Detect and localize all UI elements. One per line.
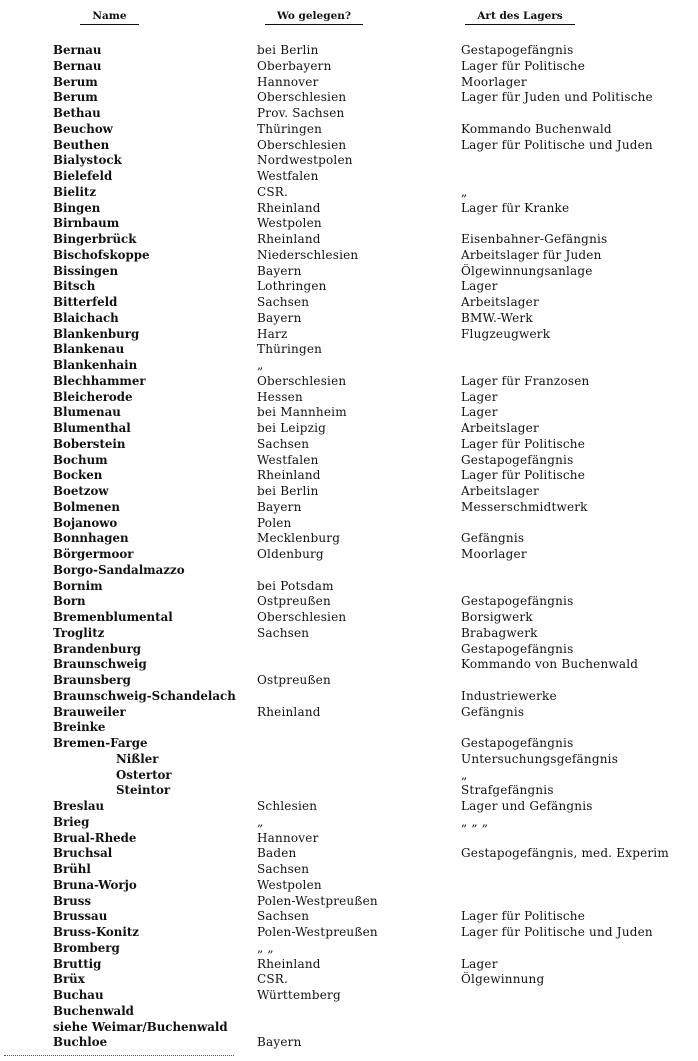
table-row: [0, 1004, 698, 1020]
table-row: [0, 909, 698, 925]
table-row: [0, 248, 698, 264]
camp-name: Troglitz: [53, 625, 105, 640]
camp-type: Lager: [461, 956, 498, 971]
camp-type: Lager für Politische und Juden: [461, 925, 653, 939]
table-row: [0, 799, 698, 815]
camp-name: Bethau: [53, 106, 101, 120]
table-row: [0, 43, 698, 59]
table-row: [0, 579, 698, 595]
camp-location: „: [257, 814, 264, 829]
camp-location: Rheinland: [257, 704, 321, 719]
camp-location: Oberschlesien: [257, 90, 347, 105]
table-row: [0, 279, 698, 295]
table-row: [0, 421, 698, 437]
camp-name: Brüx: [53, 972, 85, 987]
camp-location: Oberschlesien: [257, 373, 347, 388]
camp-name: Bromberg: [53, 940, 120, 955]
camp-location: Rheinland: [257, 468, 321, 483]
table-row: [0, 831, 698, 847]
camp-type: Gefängnis: [461, 704, 525, 719]
camp-name: Beuchow: [53, 121, 113, 136]
camp-name: Bruna-Worjo: [53, 877, 137, 892]
camp-type: Gestapogefängnis, med. Experim: [461, 846, 669, 861]
camp-type: Kommando von Buchenwald: [461, 657, 639, 672]
camp-name: Bornim: [53, 578, 103, 593]
table-row: [0, 894, 698, 910]
table-row: [0, 531, 698, 547]
camp-name: Bolmenen: [53, 499, 120, 514]
camp-name: Bernau: [53, 58, 102, 73]
table-row: [0, 358, 698, 374]
camp-name: Bialystock: [53, 153, 122, 168]
camp-name: Ostertor: [116, 767, 172, 782]
table-row: [0, 720, 698, 736]
camp-location: Baden: [257, 846, 297, 861]
camp-type: Strafgefängnis: [461, 783, 554, 798]
camp-name: Bingen: [53, 200, 101, 215]
camp-location: Hannover: [257, 830, 319, 845]
camp-name: Bochum: [53, 452, 108, 467]
camp-type: Ölgewinnung: [461, 972, 545, 987]
camp-name: Breslau: [53, 799, 105, 813]
camp-type: „: [461, 184, 468, 199]
camp-name: Braunschweig-Schandelach: [53, 688, 236, 703]
camp-location: „ „: [257, 940, 274, 955]
camp-location: Polen-Westpreußen: [257, 925, 378, 939]
camp-name: Blankenhain: [53, 358, 138, 372]
camp-location: bei Mannheim: [257, 405, 347, 420]
camp-location: Polen-Westpreußen: [257, 893, 378, 908]
camp-location: Sachsen: [257, 625, 310, 640]
camp-name: Brühl: [53, 862, 91, 876]
camp-type: Gestapogefängnis: [461, 594, 574, 609]
table-row: [0, 311, 698, 327]
table-row: [0, 705, 698, 721]
camp-name: Blankenau: [53, 342, 125, 357]
camp-location: bei Berlin: [257, 43, 319, 57]
table-row: [0, 484, 698, 500]
camp-type: Lager für Politische: [461, 436, 586, 451]
table-row: [0, 972, 698, 988]
camp-location: Oberschlesien: [257, 610, 347, 624]
camp-type: Brabagwerk: [461, 625, 538, 640]
camp-name: Bissingen: [53, 263, 119, 278]
table-row: [0, 657, 698, 673]
column-header-name: Name: [62, 10, 157, 25]
camp-name: Beuthen: [53, 137, 110, 152]
table-row: [0, 390, 698, 406]
table-row: [0, 689, 698, 705]
camp-type: Arbeitslager: [461, 484, 539, 498]
camp-name: Brandenburg: [53, 641, 142, 656]
table-row: [0, 405, 698, 421]
table-row: [0, 846, 698, 862]
camp-type: BMW.-Werk: [461, 310, 533, 325]
table-row: [0, 327, 698, 343]
camp-name: Brual-Rhede: [53, 830, 137, 845]
camp-name: Bielefeld: [53, 169, 113, 183]
table-row: [0, 516, 698, 532]
table-row: [0, 122, 698, 138]
camp-name: Borgo-Sandalmazzo: [53, 562, 185, 577]
camp-name: Bruchsal: [53, 846, 113, 861]
camp-location: Rheinland: [257, 200, 321, 215]
camp-name: Börgermoor: [53, 547, 134, 561]
table-row: [0, 216, 698, 232]
camp-name: Bremen-Farge: [53, 736, 148, 750]
camp-location: CSR.: [257, 184, 289, 199]
camp-type: Lager für Kranke: [461, 200, 570, 215]
camp-location: Oldenburg: [257, 547, 324, 561]
camp-location: Württemberg: [257, 988, 341, 1002]
camp-type: Kommando Buchenwald: [461, 121, 612, 136]
camp-type: Gestapogefängnis: [461, 452, 574, 467]
camp-name: Brussau: [53, 909, 108, 924]
camp-name: Bingerbrück: [53, 232, 137, 246]
table-row: [0, 468, 698, 484]
table-row: [0, 941, 698, 957]
table-row: [0, 925, 698, 941]
camp-location: Sachsen: [257, 909, 310, 924]
camp-name: Blaichach: [53, 310, 119, 325]
camp-type: Lager für Juden und Politische: [461, 90, 653, 105]
camp-list: [0, 43, 698, 1051]
table-row: [0, 59, 698, 75]
table-row: [0, 453, 698, 469]
footer-rule: [4, 1055, 234, 1057]
camp-name: Bremenblumental: [53, 610, 173, 624]
camp-location: Oberschlesien: [257, 137, 347, 152]
camp-location: Niederschlesien: [257, 247, 359, 262]
table-row: [0, 768, 698, 784]
camp-name: Berum: [53, 90, 98, 105]
table-row: [0, 594, 698, 610]
table-row: [0, 437, 698, 453]
camp-name: Breinke: [53, 720, 106, 735]
camp-type: „: [461, 767, 468, 782]
camp-location: Ostpreußen: [257, 673, 331, 687]
table-row: [0, 90, 698, 106]
camp-type: Untersuchungsgefängnis: [461, 751, 619, 766]
table-header: [0, 10, 698, 32]
table-row: [0, 153, 698, 169]
camp-name: siehe Weimar/Buchenwald: [53, 1019, 228, 1034]
camp-location: Bayern: [257, 310, 302, 325]
camp-name: Bischofskoppe: [53, 247, 150, 262]
camp-location: Nordwestpolen: [257, 153, 353, 168]
camp-type: Flugzeugwerk: [461, 326, 551, 341]
camp-type: Lager: [461, 279, 498, 294]
table-row: [0, 547, 698, 563]
table-row: [0, 736, 698, 752]
camp-location: Thüringen: [257, 121, 323, 136]
camp-location: CSR.: [257, 972, 289, 987]
camp-name: Braunschweig: [53, 657, 147, 672]
camp-name: Blechhammer: [53, 373, 146, 388]
camp-name: Bonnhagen: [53, 531, 129, 546]
camp-type: Moorlager: [461, 74, 527, 89]
camp-type: Messerschmidtwerk: [461, 499, 588, 514]
camp-location: Mecklenburg: [257, 531, 341, 546]
camp-location: Prov. Sachsen: [257, 106, 345, 120]
camp-location: Rheinland: [257, 956, 321, 971]
camp-type: Industriewerke: [461, 688, 557, 703]
camp-location: Bayern: [257, 263, 302, 278]
camp-location: Westpolen: [257, 877, 322, 892]
camp-location: bei Potsdam: [257, 578, 334, 593]
camp-type: Lager: [461, 389, 498, 404]
camp-name: Blumenthal: [53, 421, 131, 435]
table-row: [0, 878, 698, 894]
camp-location: Westfalen: [257, 169, 319, 183]
camp-location: Lothringen: [257, 279, 327, 294]
camp-type: Lager für Politische: [461, 58, 586, 73]
table-row: [0, 1035, 698, 1051]
table-row: [0, 988, 698, 1004]
camp-type: Lager: [461, 405, 498, 420]
camp-name: Berum: [53, 74, 98, 89]
camp-location: Harz: [257, 326, 288, 341]
table-row: [0, 783, 698, 799]
table-row: [0, 342, 698, 358]
camp-location: Hannover: [257, 74, 319, 89]
camp-name: Boberstein: [53, 436, 126, 451]
camp-name: Bruttig: [53, 956, 102, 971]
camp-location: Westfalen: [257, 452, 319, 467]
table-row: [0, 862, 698, 878]
table-row: [0, 610, 698, 626]
camp-type: Gestapogefängnis: [461, 43, 574, 57]
camp-name: Blankenburg: [53, 326, 140, 341]
camp-location: bei Berlin: [257, 484, 319, 498]
camp-name: Bielitz: [53, 184, 97, 199]
column-header-location: Wo gelegen?: [255, 10, 373, 25]
table-row: [0, 106, 698, 122]
camp-name: Birnbaum: [53, 216, 120, 231]
table-row: [0, 642, 698, 658]
camp-type: Gefängnis: [461, 531, 525, 546]
camp-name: Bitterfeld: [53, 295, 118, 309]
camp-location: Hessen: [257, 389, 303, 404]
camp-name: Brauweiler: [53, 704, 126, 719]
camp-name: Bruss-Konitz: [53, 925, 140, 939]
table-row: [0, 185, 698, 201]
table-row: [0, 626, 698, 642]
table-row: [0, 295, 698, 311]
camp-location: Bayern: [257, 1035, 302, 1050]
camp-name: Buchloe: [53, 1035, 108, 1050]
camp-type: „ „ „: [461, 814, 489, 829]
column-header-type: Art des Lagers: [455, 10, 585, 25]
camp-location: Schlesien: [257, 799, 318, 813]
camp-name: Bleicherode: [53, 389, 133, 404]
camp-type: Arbeitslager: [461, 421, 539, 435]
camp-location: Sachsen: [257, 436, 310, 451]
camp-location: Rheinland: [257, 232, 321, 246]
camp-type: Gestapogefängnis: [461, 736, 574, 750]
camp-type: Arbeitslager für Juden: [461, 247, 602, 262]
camp-name: Steintor: [116, 783, 171, 798]
table-row: [0, 138, 698, 154]
camp-name: Blumenau: [53, 405, 121, 420]
camp-type: Lager für Franzosen: [461, 373, 590, 388]
camp-name: Bruss: [53, 893, 92, 908]
table-row: [0, 1020, 698, 1036]
camp-name: Brieg: [53, 814, 90, 829]
camp-name: Bojanowo: [53, 515, 118, 530]
camp-type: Gestapogefängnis: [461, 641, 574, 656]
camp-type: Eisenbahner-Gefängnis: [461, 232, 608, 246]
camp-name: Bernau: [53, 43, 102, 57]
camp-location: bei Leipzig: [257, 421, 327, 435]
camp-name: Born: [53, 594, 86, 609]
table-row: [0, 500, 698, 516]
table-row: [0, 563, 698, 579]
camp-name: Bocken: [53, 468, 103, 483]
camp-location: Sachsen: [257, 862, 310, 876]
camp-location: Ostpreußen: [257, 594, 331, 609]
camp-location: „: [257, 358, 264, 372]
camp-type: Lager für Politische: [461, 468, 586, 483]
table-row: [0, 232, 698, 248]
camp-type: Lager für Politische: [461, 909, 586, 924]
camp-location: Thüringen: [257, 342, 323, 357]
camp-name: Buchau: [53, 988, 104, 1002]
table-row: [0, 201, 698, 217]
camp-location: Bayern: [257, 499, 302, 514]
camp-type: Lager und Gefängnis: [461, 799, 593, 813]
camp-name: Bitsch: [53, 279, 96, 294]
camp-location: Sachsen: [257, 295, 310, 309]
camp-name: Buchenwald: [53, 1003, 134, 1018]
table-row: [0, 374, 698, 390]
camp-name: Boetzow: [53, 484, 109, 498]
table-row: [0, 752, 698, 768]
camp-type: Borsigwerk: [461, 610, 533, 624]
camp-location: Westpolen: [257, 216, 322, 231]
camp-location: Polen: [257, 515, 292, 530]
camp-name: Braunsberg: [53, 673, 131, 687]
camp-type: Arbeitslager: [461, 295, 539, 309]
table-row: [0, 264, 698, 280]
table-row: [0, 957, 698, 973]
table-row: [0, 815, 698, 831]
table-row: [0, 75, 698, 91]
camp-location: Oberbayern: [257, 58, 332, 73]
table-row: [0, 169, 698, 185]
camp-type: Ölgewinnungsanlage: [461, 263, 593, 278]
camp-type: Lager für Politische und Juden: [461, 137, 653, 152]
camp-type: Moorlager: [461, 547, 527, 561]
camp-name: Nißler: [116, 751, 159, 766]
table-row: [0, 673, 698, 689]
